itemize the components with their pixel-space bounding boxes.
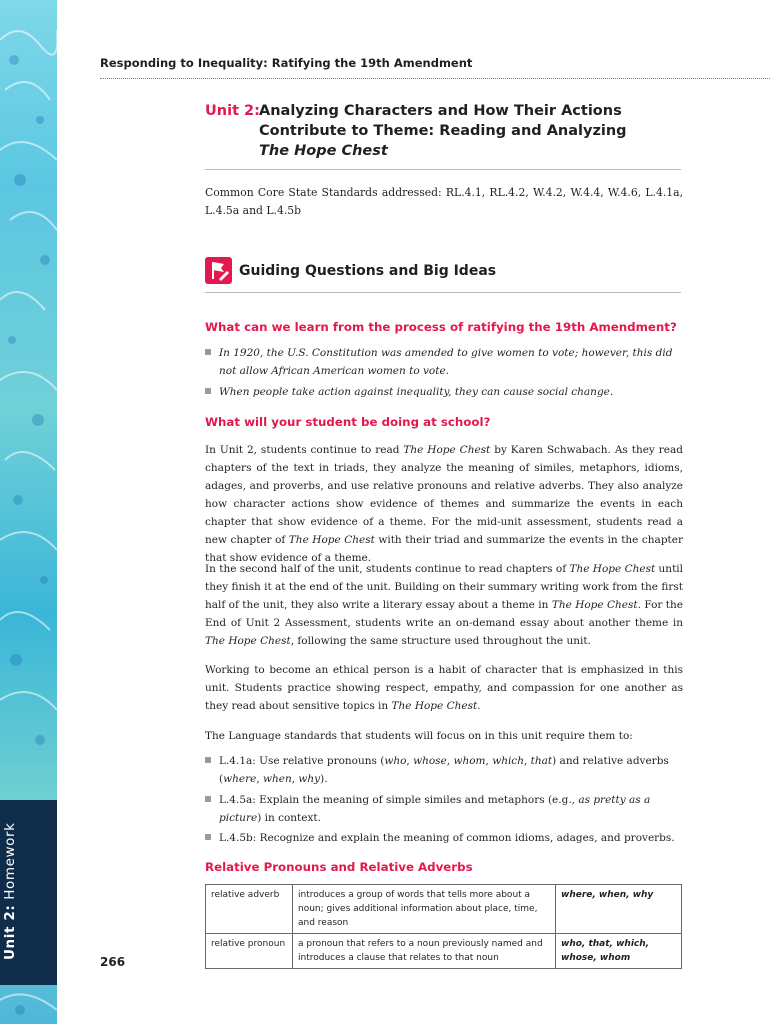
unit-title-line1: Analyzing Characters and How Their Actions xyxy=(259,103,622,119)
table-cell-term: relative pronoun xyxy=(206,934,293,969)
bullet-square-icon xyxy=(205,796,211,802)
table-cell-definition: a pronoun that refers to a noun previously named and introduces a clause that relates to that noun xyxy=(293,934,556,969)
pronouns-table xyxy=(205,884,682,969)
unit-title-label: Unit 2: xyxy=(205,103,260,119)
unit-title-line2: Contribute to Theme: Reading and Analyzing xyxy=(259,123,627,139)
running-head: Responding to Inequality: Ratifying the 19th Amendment xyxy=(100,56,473,70)
standard-item: L.4.5a: Explain the meaning of simple similes and metaphors (e.g., as pretty as a picture) in context. xyxy=(205,791,683,827)
table-cell-definition: introduces a group of words that tells more about a noun; gives additional information about place, time, and reason xyxy=(293,885,556,934)
flag-pencil-icon xyxy=(205,257,232,284)
bullet-square-icon xyxy=(205,388,211,394)
header-divider xyxy=(100,78,770,79)
table-row xyxy=(206,934,682,969)
character-paragraph: Working to become an ethical person is a habit of character that is emphasized in this unit. Students practice showing respect, empathy, and compassion for one another as they read about sensitive topics in The Hope Chest. xyxy=(205,664,683,712)
standards-text: Common Core State Standards addressed: RL.4.1, RL.4.2, W.4.2, W.4.4, W.4.6, L.4.1a, L.4.5a and L.4.5b xyxy=(205,186,683,217)
table-cell-examples: where, when, why xyxy=(556,885,682,934)
standard-item: L.4.1a: Use relative pronouns (who, whose, whom, which, that) and relative adverbs (where, when, why). xyxy=(205,752,683,788)
decorative-sidebar xyxy=(0,0,57,1024)
unit-title xyxy=(205,101,675,161)
standard-item: L.4.5b: Recognize and explain the meaning of common idioms, adages, and proverbs. xyxy=(205,829,683,847)
guiding-question: What can we learn from the process of ratifying the 19th Amendment? xyxy=(205,320,677,334)
table-cell-examples: who, that, which, whose, whom xyxy=(556,934,682,969)
sidebar-unit-label: Unit 2: Homework xyxy=(2,822,18,960)
big-idea-item: In 1920, the U.S. Constitution was amended to give women to vote; however, this did not allow African American women to vote. xyxy=(205,344,683,380)
bullet-square-icon xyxy=(205,349,211,355)
guiding-questions-title: Guiding Questions and Big Ideas xyxy=(239,263,497,279)
table-row xyxy=(206,885,682,934)
bullet-square-icon xyxy=(205,757,211,763)
pronouns-heading: Relative Pronouns and Relative Adverbs xyxy=(205,860,473,874)
section-divider xyxy=(205,292,681,293)
bullet-square-icon xyxy=(205,834,211,840)
table-cell-term: relative adverb xyxy=(206,885,293,934)
unit-overview-paragraph: In Unit 2, students continue to read The Hope Chest by Karen Schwabach. As they read chapters of the text in triads, they analyze the meaning of similes, metaphors, idioms, adages, and proverbs, and use relative pronouns and relative adverbs. They also analyze how character actions show evidence of themes and summarize the events in each chapter that show evidence of a theme. For the mid-unit assessment, students read a new chapter of The Hope Chest with their triad and summarize the events in the chapter that show evidence of a theme. xyxy=(205,444,684,564)
second-half-paragraph: In the second half of the unit, students continue to read chapters of The Hope Chest until they finish it at the end of the unit. Building on their summary writing work from the first half of the unit, they also write a literary essay about a theme in The Hope Chest. For the End of Unit 2 Assessment, students write an on-demand essay about another theme in The Hope Chest, following the same structure used throughout the unit. xyxy=(205,563,684,647)
unit-title-line3: The Hope Chest xyxy=(259,143,388,159)
school-section-heading: What will your student be doing at school? xyxy=(205,415,491,429)
title-divider xyxy=(205,169,681,170)
big-idea-item: When people take action against inequality, they can cause social change. xyxy=(205,383,683,401)
language-standards-intro: The Language standards that students will focus on in this unit require them to: xyxy=(205,730,633,742)
page-number: 266 xyxy=(100,955,126,969)
